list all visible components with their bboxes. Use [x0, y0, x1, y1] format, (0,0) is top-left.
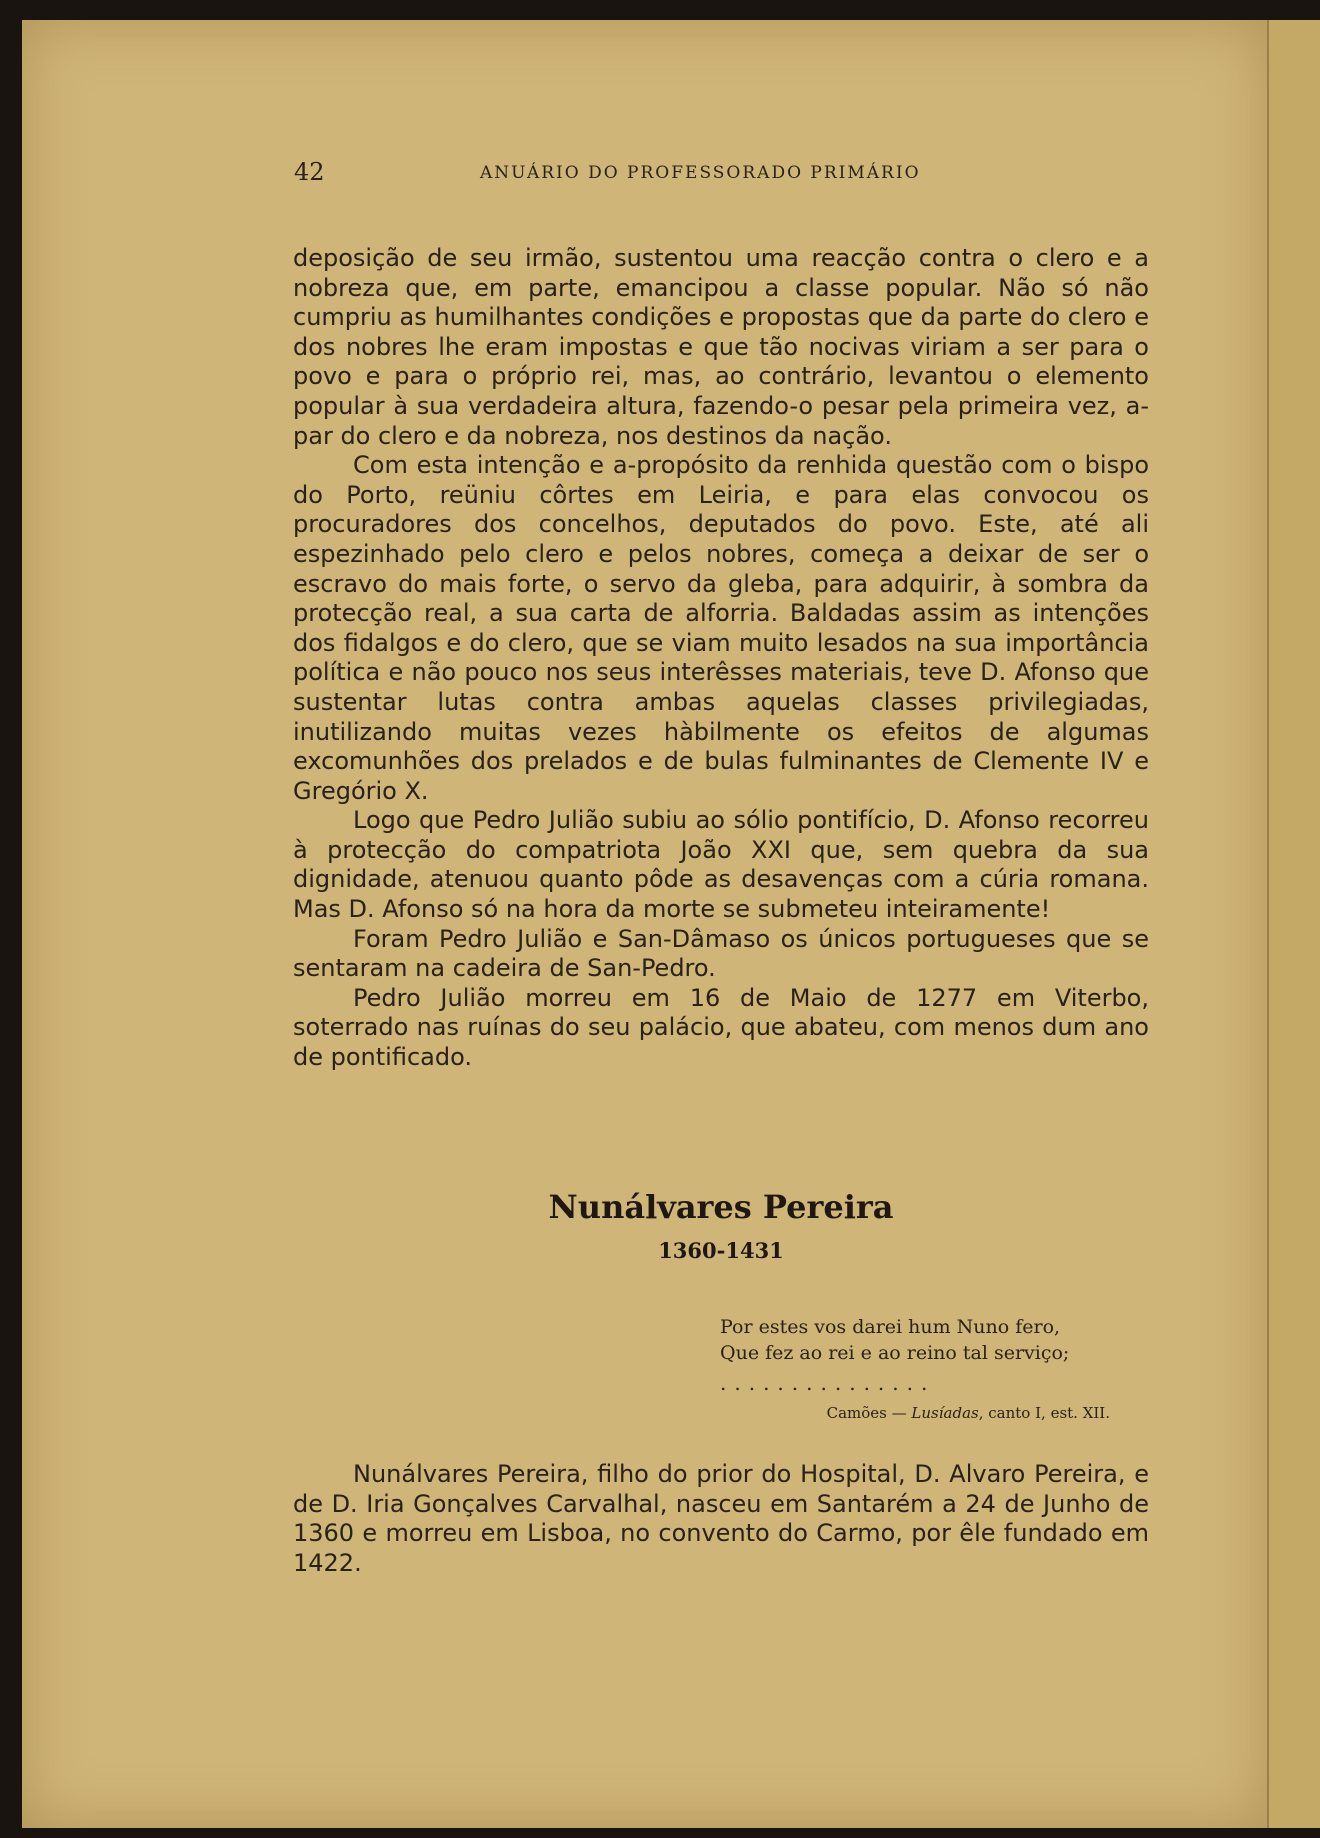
adjacent-page-edge — [1267, 20, 1320, 1828]
epigraph-line: Que fez ao rei e ao reino tal serviço; — [720, 1342, 1070, 1364]
running-title: ANUÁRIO DO PROFESSORADO PRIMÁRIO — [480, 163, 921, 183]
epigraph-ellipsis: ............... — [720, 1371, 936, 1395]
epigraph — [720, 1314, 1120, 1396]
attribution-work: Lusíadas — [911, 1404, 979, 1422]
paragraph: Pedro Julião morreu em 16 de Maio de 1277 em Viterbo, soterrado nas ruínas do seu palácio, que abateu, com menos dum ano de pontificado. — [293, 983, 1149, 1072]
paragraph: Foram Pedro Julião e San-Dâmaso os únicos portugueses que se sentaram na cadeira de San-Pedro. — [293, 924, 1149, 983]
closing-text — [293, 1460, 1149, 1578]
paragraph: Com esta intenção e a-propósito da renhida questão com o bispo do Porto, reüniu côrtes em Leiria, e para elas convocou os procuradores dos concelhos, deputados do povo. Este, até ali espezinhado pelo clero e pelos nobres, começa a deixar de ser o escravo do mais forte, o servo da gleba, para adquirir, à sombra da protecção real, a sua carta de alforria. Baldadas assim as intenções dos fidalgos e do clero, que se viam muito lesados na sua importância política e não pouco nos seus interêsses materiais, teve D. Afonso que sustentar lutas contra ambas aquelas classes privilegiadas, inutilizando muitas vezes hàbilmente os efeitos de algumas excomunhões dos prelados e de bulas fulminantes de Clemente IV e Gregório X. — [293, 451, 1149, 805]
attribution-location: , canto I, est. XII. — [978, 1404, 1110, 1422]
section-years: 1360-1431 — [658, 1238, 784, 1263]
paragraph: deposição de seu irmão, sustentou uma reacção contra o clero e a nobreza que, em parte, emancipou a classe popular. Não só não cumpriu as humilhantes condições e propostas que da parte do clero e dos nobres lhe eram impostas e que tão nocivas viriam a ser para o povo e para o próprio rei, mas, ao contrário, levantou o elemento popular à sua verdadeira altura, fazendo-o pesar pela primeira vez, a-par do clero e da nobreza, nos destinos da nação. — [293, 244, 1149, 450]
page-header — [270, 158, 1150, 190]
section-title: Nunálvares Pereira — [548, 1188, 894, 1226]
paragraph: Logo que Pedro Julião subiu ao sólio pontifício, D. Afonso recorreu à protecção do compatriota João XXI que, sem quebra da sua dignidade, atenuou quanto pôde as desavenças com a cúria romana. Mas D. Afonso só na hora da morte se submeteu inteiramente! — [293, 806, 1149, 924]
epigraph-line: Por estes vos darei hum Nuno fero, — [720, 1316, 1061, 1338]
page-number: 42 — [294, 158, 325, 186]
main-text — [293, 244, 1149, 1073]
attribution-author: Camões — — [826, 1404, 912, 1422]
paragraph: Nunálvares Pereira, filho do prior do Hospital, D. Alvaro Pereira, e de D. Iria Gonçalves Carvalhal, nasceu em Santarém a 24 de Junho de 1360 e morreu em Lisboa, no convento do Carmo, por êle fundado em 1422. — [293, 1460, 1149, 1577]
epigraph-attribution — [776, 1404, 1110, 1422]
